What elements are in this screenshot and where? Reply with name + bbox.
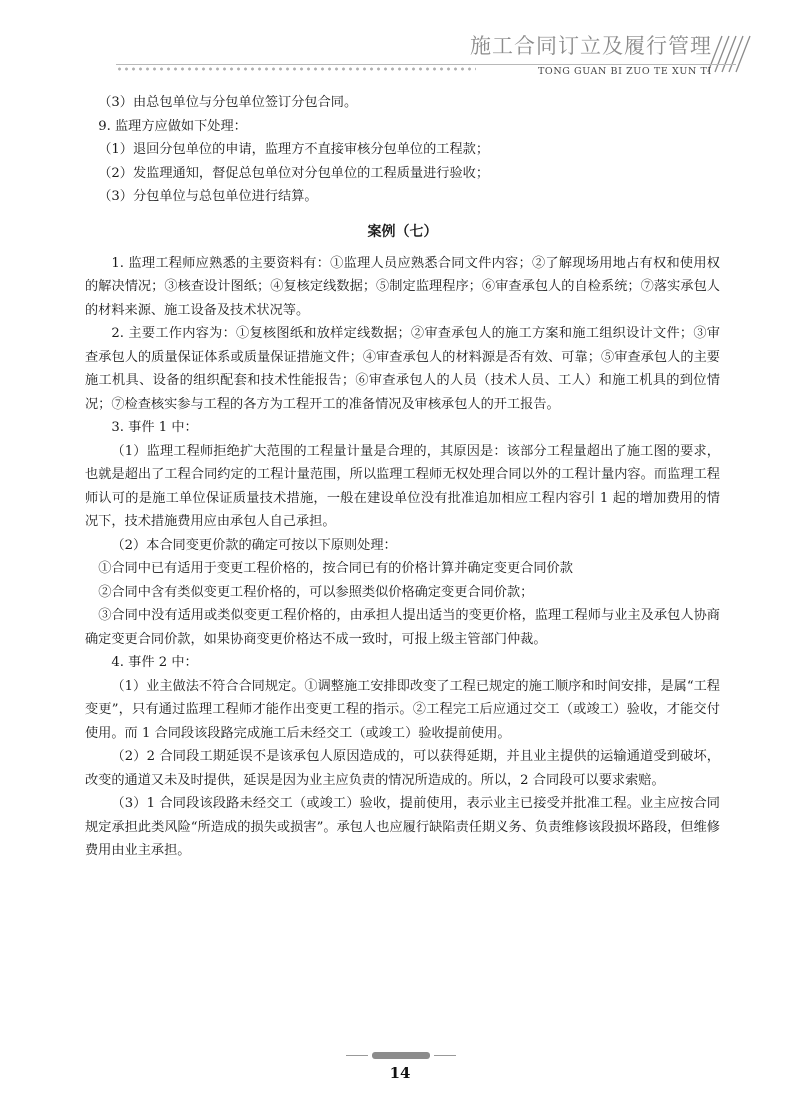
paragraph: 1. 监理工程师应熟悉的主要资料有：①监理人员应熟悉合同文件内容；②了解现场用地占有权和使用权的解决情况；③核查设计图纸；④复核定线数据；⑤制定监理程序；⑥审查承包人的自检系统；⑦落实承包人的材料来源、施工设备及技术状况等。 [85,255,720,318]
page-body [85,91,720,863]
header-slash-decoration-icon [706,32,766,76]
paragraph: （2）2 合同段工期延误不是该承包人原因造成的，可以获得延期，并且业主提供的运输通道受到破坏，改变的通道又未及时提供，延误是因为业主应负责的情况所造成的。所以，2 合同段可以要求索赔。 [85,749,720,788]
page-number: 14 [389,1064,411,1082]
header-title: 施工合同订立及履行管理 [470,34,712,58]
paragraph: （3）分包单位与总包单位进行结算。 [98,189,318,204]
header-rule [116,64,736,65]
paragraph: （1）退回分包单位的申请，监理方不直接审核分包单位的工程款； [98,142,490,157]
paragraph: ①合同中已有适用于变更工程价格的，按合同已有的价格计算并确定变更合同价款 [98,561,573,576]
paragraph: ③合同中没有适用或类似变更工程价格的，由承担人提出适当的变更价格，监理工程师与业主及承包人协商确定变更合同价款，如果协商变更价格达不成一致时，可报上级主管部门仲裁。 [85,608,720,647]
case-title: 案例（七） [367,223,438,240]
paragraph: 3. 事件 1 中： [111,420,198,435]
paragraph: （3）1 合同段该段路未经交工（或竣工）验收，提前使用，表示业主已接受并批准工程。业主应按合同规定承担此类风险“所造成的损失或损害”。承包人也应履行缺陷责任期义务、负责维修该段损坏路段，但维修费用由业主承担。 [85,796,720,858]
paragraph: （3）由总包单位与分包单位签订分包合同。 [98,95,358,110]
paragraph: （1）业主做法不符合合同规定。①调整施工安排即改变了工程已规定的施工顺序和时间安排，是属“工程变更”，只有通过监理工程师才能作出变更工程的指示。②工程完工后应通过交工（或竣工）验收，才能交付使用。而 1 合同段该段路完成施工后未经交工（或竣工）验收提前使用。 [85,678,720,741]
paragraph: 9. 监理方应做如下处理： [98,118,247,134]
paragraph: （1）监理工程师拒绝扩大范围的工程量计量是合理的，其原因是：该部分工程量超出了施工图的要求，也就是超出了工程合同约定的工程计量范围，所以监理工程师无权处理合同以外的工程计量内容。而监理工程师认可的是施工单位保证质量技术措施，一般在建设单位没有批准追加相应工程内容引 1 起的增加费用的情况下，技术措施费用应由承包人自己承担。 [85,443,720,529]
paragraph: （2）本合同变更价款的确定可按以下原则处理： [111,537,397,553]
paragraph: ②合同中含有类似变更工程价格的，可以参照类似价格确定变更合同价款； [98,584,534,600]
header-dotted-rule [116,67,476,71]
footer-decoration [346,1052,456,1059]
paragraph: 4. 事件 2 中： [111,655,198,670]
paragraph: （2）发监理通知，督促总包单位对分包单位的工程质量进行验收； [98,165,490,181]
paragraph: 2. 主要工作内容为：①复核图纸和放样定线数据；②审查承包人的施工方案和施工组织设计文件；③审查承包人的质量保证体系或质量保证措施文件；④审查承包人的材料源是否有效、可靠；⑤审查承包人的主要施工机具、设备的组织配套和技术性能报告；⑥审查承包人的人员（技术人员、工人）和施工机具的到位情况；⑦检查核实参与工程的各方为工程开工的准备情况及审核承包人的开工报告。 [85,326,720,412]
header-subtitle: TONG GUAN BI ZUO TE XUN TI [538,66,712,77]
